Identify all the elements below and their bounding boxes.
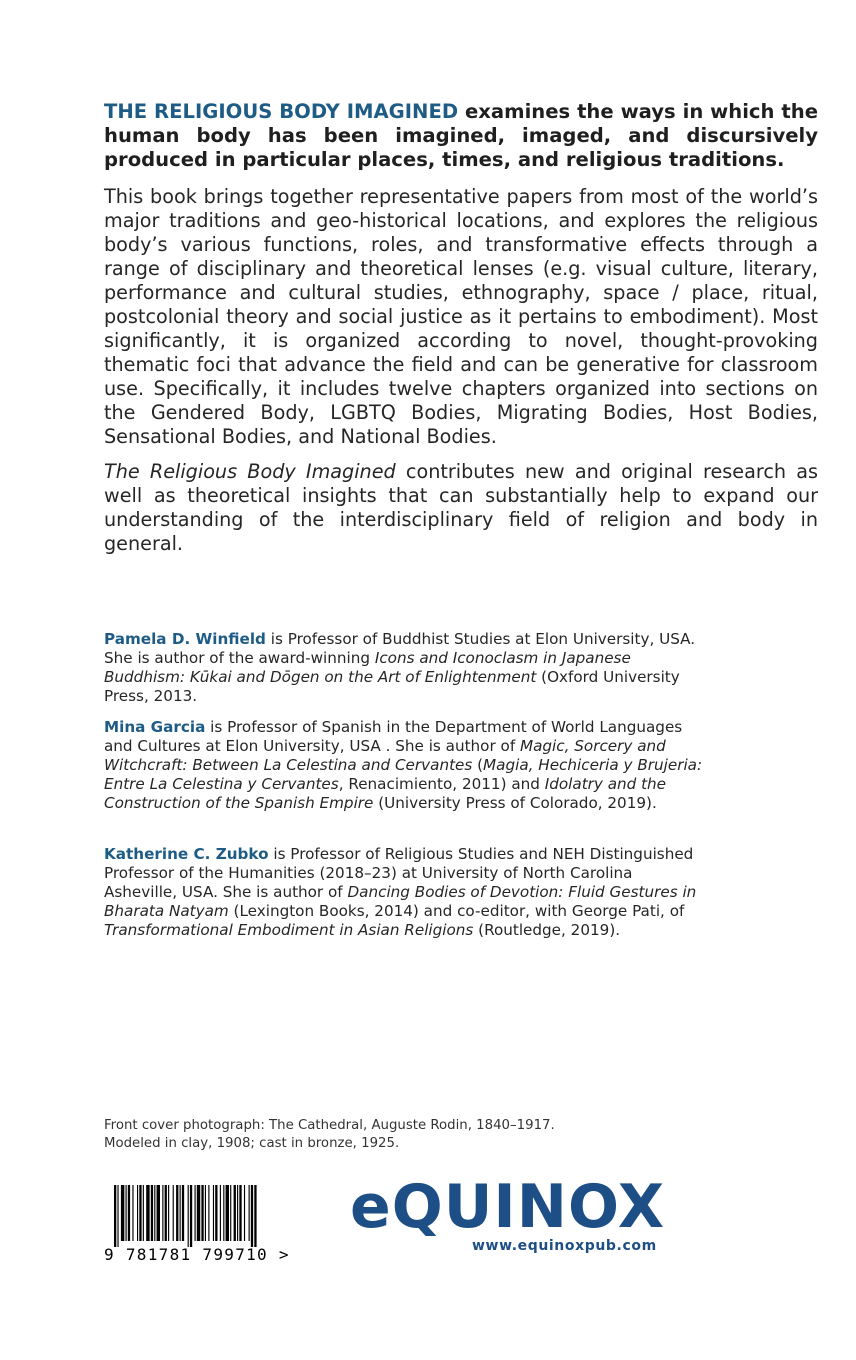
description-paragraph: This book brings together representative papers from most of the world’s major traditions and geo-historical locations, and explores the religious body’s various functions, roles, and transformative effects through a range of disciplinary and theoretical lenses (e.g. visual culture, literary, performance and cultural studies, ethnography, space / place, ritual, postcolonial theory and social justice as it pertains to embodiment). Most significantly, it is organized according to novel, thought-provoking thematic foci that advance the field and can be generative for classroom use. Specifically, it includes twelve chapters organized into sections on the Gendered Body, LGBTQ Bodies, Migrating Bodies, Host Bodies, Sensational Bodies, and National Bodies. bbox=[104, 185, 818, 448]
cover-photo-credit bbox=[104, 1117, 704, 1153]
barcode-bars bbox=[106, 1185, 306, 1247]
bio-book-title: Magia, Hechiceria y Brujeria: Entre La Celestina y Cervantes bbox=[104, 756, 703, 793]
book-title-italic: The Religious Body Imagined bbox=[104, 460, 396, 483]
credit-line: Front cover photograph: The Cathedral, Auguste Rodin, 1840–1917. bbox=[104, 1118, 555, 1133]
author-bio-zubko bbox=[104, 845, 704, 940]
equinox-wordmark: eQUINOX bbox=[350, 1172, 666, 1242]
author-name: Katherine C. Zubko bbox=[104, 845, 269, 863]
author-bio-winfield bbox=[104, 630, 704, 706]
isbn-barcode bbox=[104, 1185, 309, 1265]
contribution-text: contributes new and original research as well as theoretical insights that can substantially help to expand our understanding of the interdisciplinary field of religion and body in general. bbox=[104, 460, 818, 555]
bio-text: is Professor of Spanish in the Department of World Languages and Cultures at Elon University, USA . She is author of bbox=[104, 718, 683, 755]
bio-book-title: Magic, Sorcery and Witchcraft: Between La Celestina and Cervantes bbox=[104, 737, 666, 774]
bio-text: (Oxford University Press, 2013. bbox=[104, 668, 680, 705]
bio-text: ( bbox=[472, 756, 484, 774]
bio-book-title: Idolatry and the Construction of the Spanish Empire bbox=[104, 775, 667, 812]
publisher-url: www.equinoxpub.com bbox=[472, 1238, 657, 1254]
publisher-logo bbox=[350, 1172, 670, 1270]
book-title-highlight: THE RELIGIOUS BODY IMAGINED bbox=[104, 100, 459, 123]
bio-text: (Routledge, 2019). bbox=[473, 921, 621, 939]
contribution-paragraph bbox=[104, 460, 818, 556]
bio-book-title: Transformational Embodiment in Asian Religions bbox=[104, 921, 474, 939]
bio-text: (Lexington Books, 2014) and co-editor, with George Pati, of bbox=[228, 902, 685, 920]
bio-book-title: Icons and Iconoclasm in Japanese Buddhism: Kūkai and Dōgen on the Art of Enlightenment bbox=[104, 649, 631, 686]
author-bio-garcia bbox=[104, 718, 704, 813]
author-name: Pamela D. Winfield bbox=[104, 630, 266, 648]
bio-text: , Renacimiento, 2011) and bbox=[338, 775, 545, 793]
bio-book-title: Dancing Bodies of Devotion: Fluid Gestures in Bharata Natyam bbox=[104, 883, 697, 920]
bio-text: is Professor of Buddhist Studies at Elon University, USA. She is author of the award-winning bbox=[104, 630, 696, 667]
credit-line: Modeled in clay, 1908; cast in bronze, 1925. bbox=[104, 1136, 400, 1151]
bio-text: is Professor of Religious Studies and NEH Distinguished Professor of the Humanities (2018–23) at University of North Carolina Asheville, USA. She is author of bbox=[104, 845, 694, 901]
bio-text: (University Press of Colorado, 2019). bbox=[373, 794, 657, 812]
isbn-number: 9 781781 799710 > bbox=[104, 1245, 290, 1264]
intro-paragraph bbox=[104, 100, 818, 172]
intro-text: examines the ways in which the human body has been imagined, imaged, and discursively produced in particular places, times, and religious traditions. bbox=[104, 100, 818, 171]
author-name: Mina Garcia bbox=[104, 718, 206, 736]
